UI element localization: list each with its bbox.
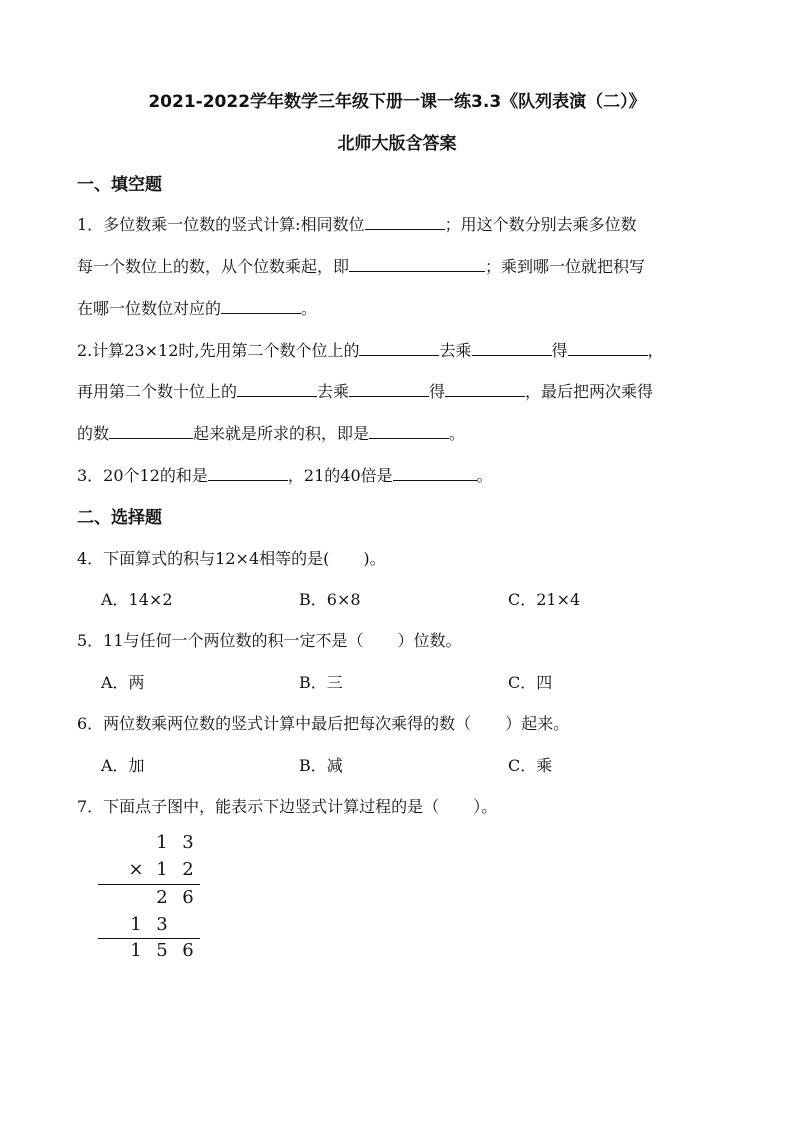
q5-text: 5．11与任何一个两位数的积一定不是（ bbox=[77, 631, 364, 650]
q2-text: 的数 bbox=[77, 424, 110, 443]
answer-blank[interactable] bbox=[445, 381, 525, 397]
answer-blank[interactable] bbox=[349, 381, 429, 397]
q6-option-c[interactable]: C．乘 bbox=[508, 756, 553, 775]
section-fill-in-blank: 一、填空题 bbox=[77, 175, 162, 195]
q2-text: ，最后把两次乘得 bbox=[525, 382, 654, 401]
answer-blank[interactable] bbox=[472, 340, 552, 356]
calc-rule bbox=[98, 938, 200, 939]
q2-text: 去乘 bbox=[317, 382, 350, 401]
calc-digit: 2 bbox=[156, 887, 168, 908]
q1-text: ；乘到哪一位就把积写 bbox=[485, 257, 646, 276]
section-multiple-choice: 二、选择题 bbox=[77, 508, 162, 528]
document-subtitle: 北师大版含答案 bbox=[337, 134, 457, 154]
q1-text: 1．多位数乘一位数的竖式计算:相同数位 bbox=[77, 215, 365, 234]
q1-text: ；用这个数分别去乘多位数 bbox=[444, 215, 637, 234]
calc-digit: 3 bbox=[156, 914, 168, 935]
q2-text: 再用第二个数十位上的 bbox=[77, 382, 238, 401]
q2-text: 得 bbox=[551, 341, 568, 360]
q1-line3 bbox=[77, 296, 317, 319]
answer-blank[interactable] bbox=[237, 381, 317, 397]
answer-blank[interactable] bbox=[369, 423, 449, 439]
calc-digit: 1 bbox=[130, 940, 142, 961]
q2-line3 bbox=[77, 421, 465, 444]
q7-text: ）。 bbox=[473, 797, 498, 816]
q5-stem bbox=[77, 628, 462, 651]
calc-digit: 6 bbox=[182, 887, 194, 908]
answer-blank[interactable] bbox=[359, 340, 439, 356]
calc-digit: 3 bbox=[182, 832, 194, 853]
q2-text: ， bbox=[647, 341, 664, 360]
q2-text: 。 bbox=[449, 424, 466, 443]
q4-stem bbox=[77, 546, 386, 569]
q7-text: 7．下面点子图中，能表示下边竖式计算过程的是（ bbox=[77, 797, 440, 816]
q1-line1 bbox=[77, 212, 637, 235]
answer-blank[interactable] bbox=[393, 465, 477, 481]
calc-digit: 5 bbox=[156, 940, 168, 961]
calc-digit: 1 bbox=[156, 832, 168, 853]
q5-option-a[interactable]: A．两 bbox=[101, 673, 145, 692]
multiply-sign: × bbox=[128, 859, 144, 880]
q3-text: 3．20个12的和是 bbox=[77, 466, 208, 485]
answer-blank[interactable] bbox=[568, 340, 648, 356]
answer-blank[interactable] bbox=[349, 256, 485, 272]
document-title: 2021-2022学年数学三年级下册一课一练3.3《队列表演（二）》 bbox=[148, 92, 646, 112]
answer-blank[interactable] bbox=[208, 465, 288, 481]
q4-text: )。 bbox=[363, 549, 386, 568]
q4-option-b[interactable]: B．6×8 bbox=[299, 590, 361, 609]
answer-blank[interactable] bbox=[109, 423, 193, 439]
q4-text: 4．下面算式的积与12×4相等的是( bbox=[77, 549, 330, 568]
answer-blank[interactable] bbox=[221, 298, 301, 314]
q4-option-c[interactable]: C．21×4 bbox=[508, 590, 581, 609]
q3-text: ，21的40倍是 bbox=[287, 466, 393, 485]
q4-option-a[interactable]: A．14×2 bbox=[101, 590, 173, 609]
q7-stem bbox=[77, 794, 497, 817]
q6-text: 6．两位数乘两位数的竖式计算中最后把每次乘得的数（ bbox=[77, 714, 472, 733]
q6-option-a[interactable]: A．加 bbox=[101, 756, 145, 775]
q2-line1 bbox=[77, 338, 664, 361]
q5-option-c[interactable]: C．四 bbox=[508, 673, 553, 692]
q2-text: 起来就是所求的积，即是 bbox=[193, 424, 370, 443]
calc-rule bbox=[98, 884, 200, 885]
q5-option-b[interactable]: B．三 bbox=[299, 673, 343, 692]
q5-text: ）位数。 bbox=[397, 631, 462, 650]
q2-text: 去乘 bbox=[439, 341, 472, 360]
q6-stem bbox=[77, 711, 569, 734]
q1-text: 每一个数位上的数，从个位数乘起，即 bbox=[77, 257, 350, 276]
q1-line2 bbox=[77, 254, 645, 277]
calc-digit: 2 bbox=[182, 859, 194, 880]
calc-digit: 6 bbox=[182, 940, 194, 961]
q2-text: 2.计算23×12时,先用第二个数个位上的 bbox=[77, 341, 360, 360]
calc-digit: 1 bbox=[156, 859, 168, 880]
q1-text: 在哪一位数位对应的 bbox=[77, 299, 222, 318]
q6-option-b[interactable]: B．减 bbox=[299, 756, 343, 775]
q2-line2 bbox=[77, 379, 653, 402]
q1-text: 。 bbox=[301, 299, 318, 318]
q2-text: 得 bbox=[429, 382, 446, 401]
q3-text: 。 bbox=[476, 466, 493, 485]
answer-blank[interactable] bbox=[365, 214, 445, 230]
q3-line bbox=[77, 463, 493, 486]
vertical-multiplication bbox=[98, 832, 202, 962]
q6-text: ）起来。 bbox=[505, 714, 570, 733]
calc-digit: 1 bbox=[130, 914, 142, 935]
